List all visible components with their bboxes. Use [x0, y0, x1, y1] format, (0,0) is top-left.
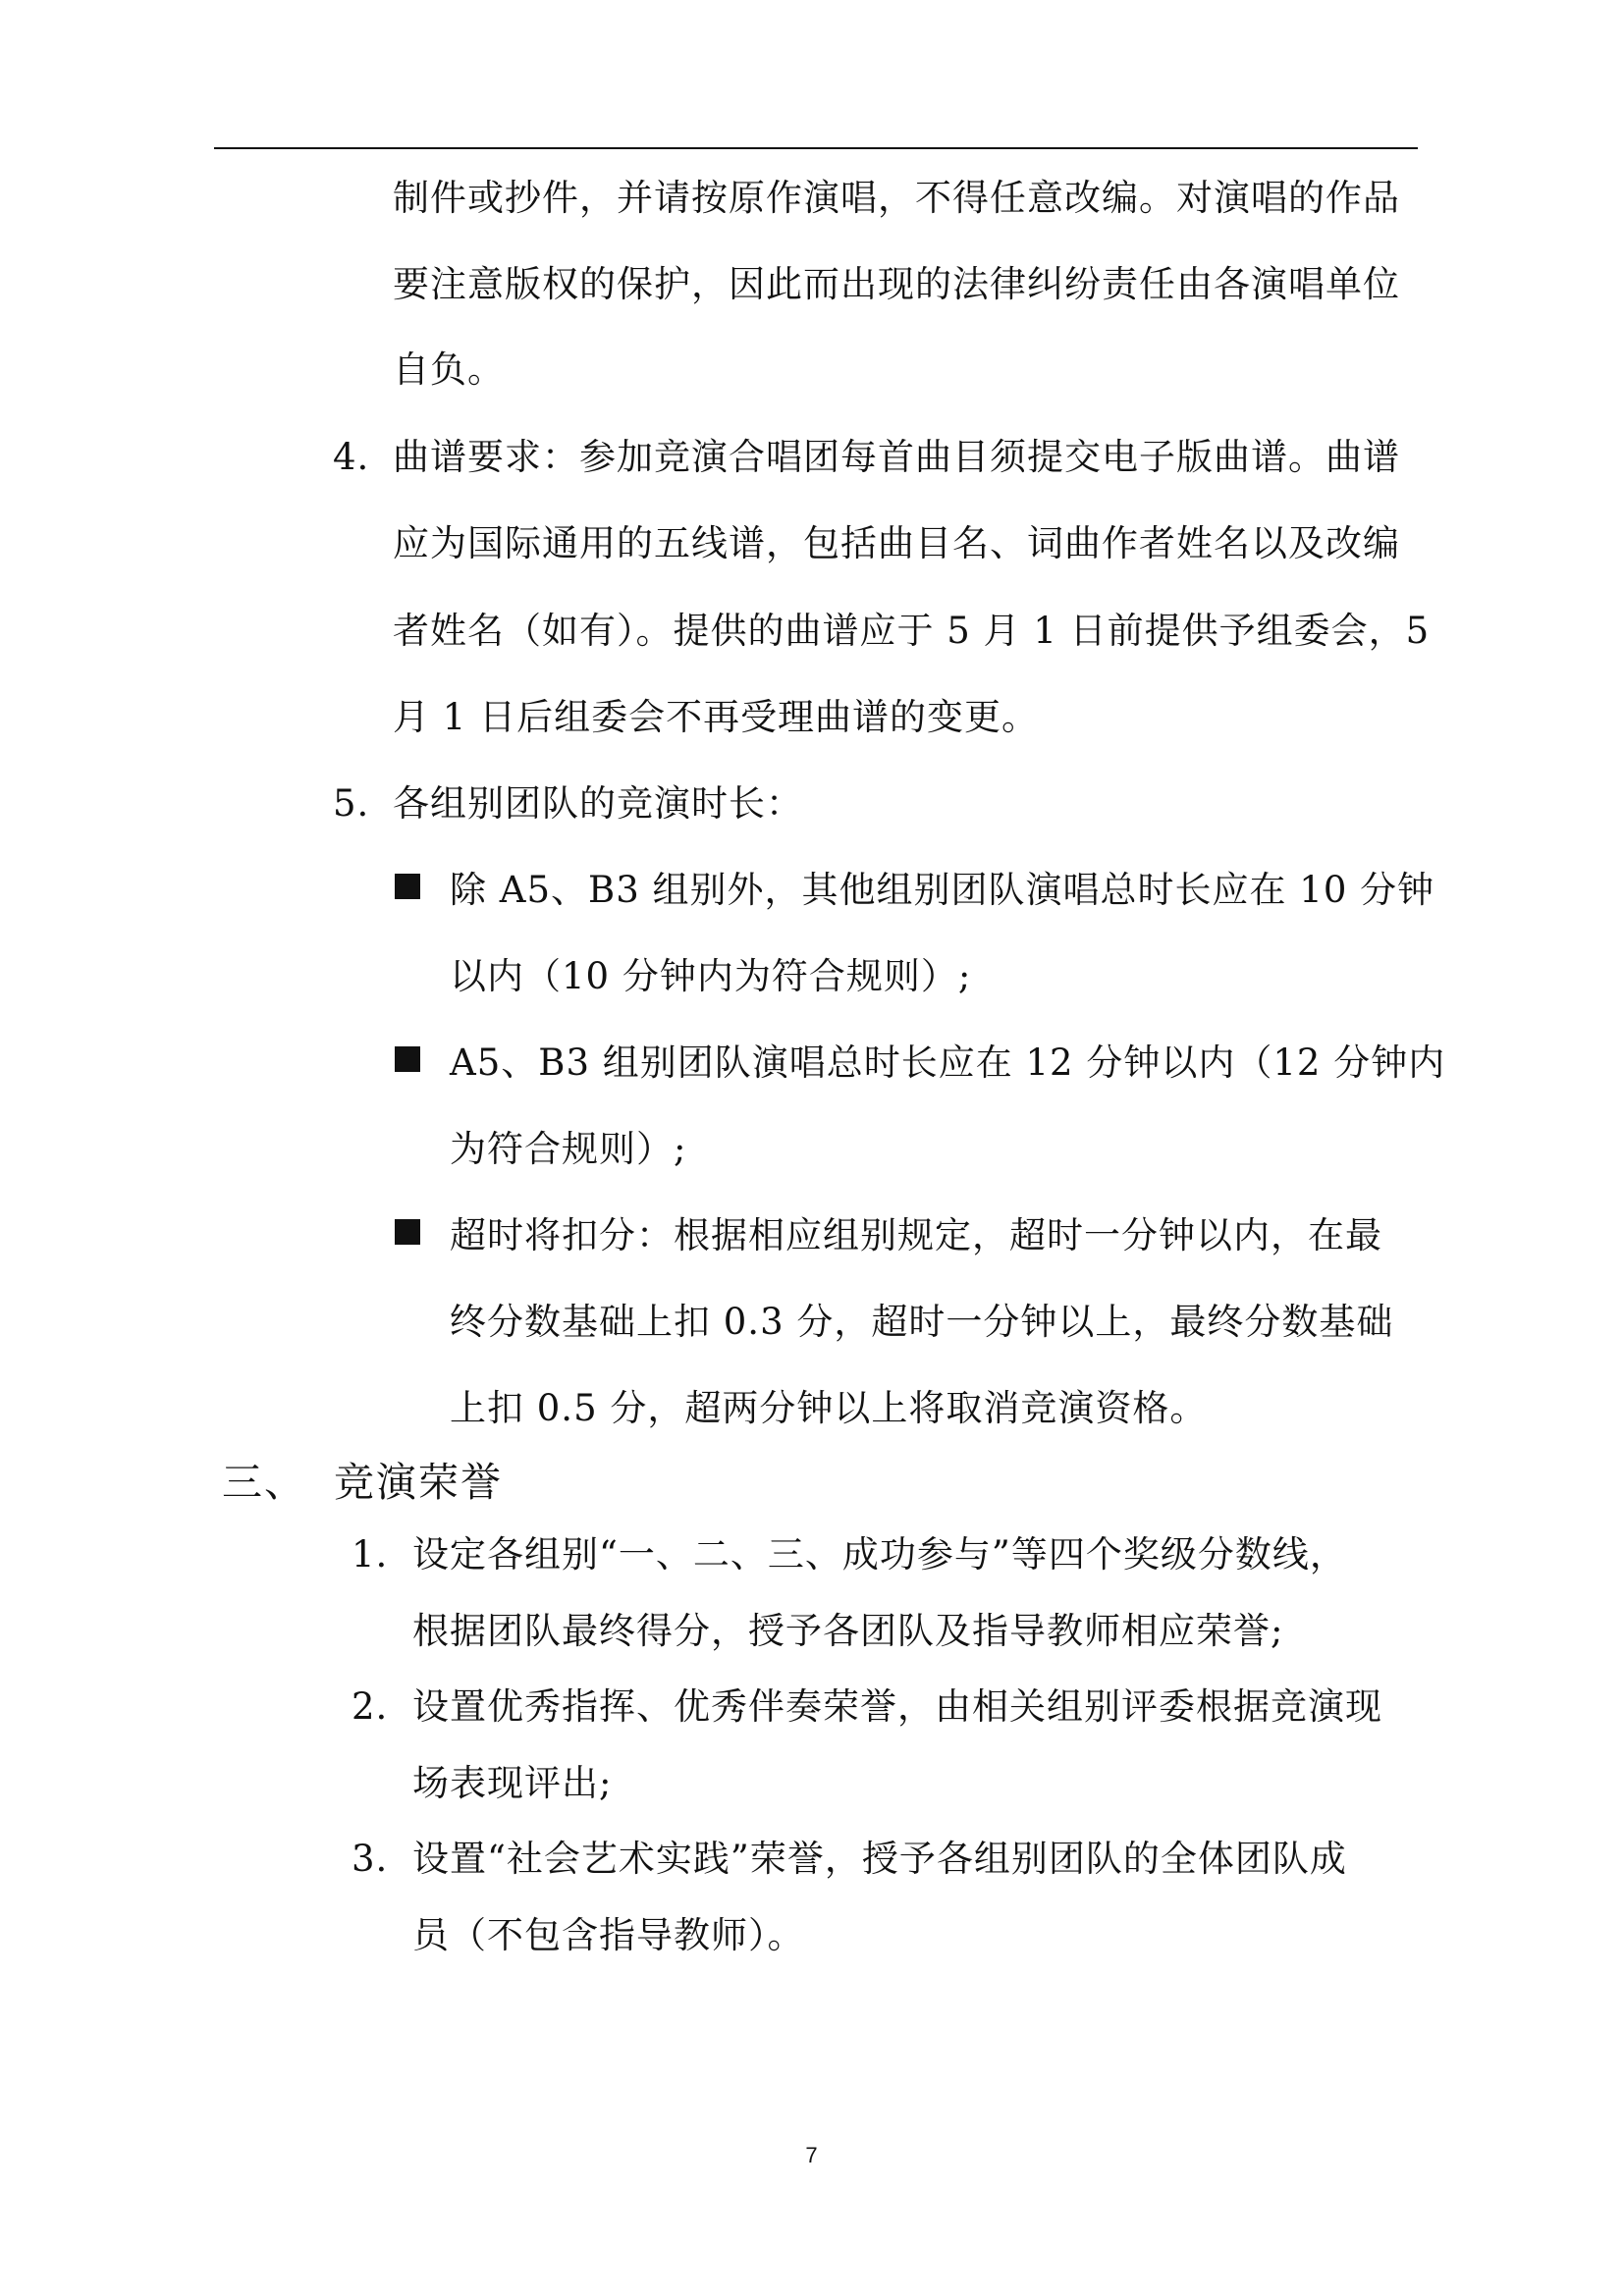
section-3-item-2-line-1: 设置优秀指挥、优秀伴奏荣誉，由相关组别评委根据竞演现 [412, 1685, 1382, 1728]
section-3-item-2-number: 2. [352, 1685, 389, 1728]
bullet-1-line-1: 除 A5、B3 组别外，其他组别团队演唱总时长应在 10 分钟 [450, 869, 1435, 911]
header-rule [214, 147, 1418, 149]
bullet-2-line-1: A5、B3 组别团队演唱总时长应在 12 分钟以内（12 分钟内 [450, 1041, 1446, 1084]
square-bullet-icon [395, 874, 420, 899]
item-4-line-4: 月 1 日后组委会不再受理曲谱的变更。 [393, 696, 1040, 738]
bullet-3-line-2: 终分数基础上扣 0.3 分，超时一分钟以上，最终分数基础 [450, 1301, 1394, 1343]
section-3-title: 竞演荣誉 [334, 1459, 503, 1506]
section-3-item-3-line-2: 员（不包含指导教师）。 [412, 1914, 805, 1956]
bullet-2-line-2: 为符合规则）; [450, 1128, 687, 1170]
item-4-line-2: 应为国际通用的五线谱，包括曲目名、词曲作者姓名以及改编 [393, 522, 1400, 564]
section-3-item-3-number: 3. [352, 1838, 389, 1880]
item-5-number: 5. [333, 782, 370, 825]
continued-paragraph-line-3: 自负。 [393, 348, 505, 391]
square-bullet-icon [395, 1046, 420, 1072]
bullet-3-line-3: 上扣 0.5 分，超两分钟以上将取消竞演资格。 [450, 1387, 1208, 1429]
bullet-3-line-1: 超时将扣分：根据相应组别规定，超时一分钟以内，在最 [450, 1214, 1382, 1256]
page-number: 7 [805, 2143, 818, 2167]
square-bullet-icon [395, 1219, 420, 1245]
bullet-1-line-2: 以内（10 分钟内为符合规则）; [450, 955, 972, 997]
section-3-item-1-line-1: 设定各组别“一、二、三、成功参与”等四个奖级分数线， [412, 1533, 1347, 1575]
continued-paragraph-line-1: 制件或抄件，并请按原作演唱，不得任意改编。对演唱的作品 [393, 177, 1400, 219]
section-3-item-3-line-1: 设置“社会艺术实践”荣誉，授予各组别团队的全体团队成 [412, 1838, 1347, 1880]
section-3-item-2-line-2: 场表现评出; [412, 1762, 613, 1804]
section-3-item-1-line-2: 根据团队最终得分，授予各团队及指导教师相应荣誉; [412, 1610, 1284, 1652]
item-4-number: 4. [333, 436, 370, 478]
item-5-label: 各组别团队的竞演时长： [393, 782, 803, 825]
continued-paragraph-line-2: 要注意版权的保护，因此而出现的法律纠纷责任由各演唱单位 [393, 263, 1400, 305]
item-4-line-3: 者姓名（如有）。提供的曲谱应于 5 月 1 日前提供予组委会，5 [393, 610, 1431, 652]
section-3-item-1-number: 1. [352, 1533, 389, 1575]
section-3-number: 三、 [222, 1459, 306, 1506]
item-4-line-1: 曲谱要求：参加竞演合唱团每首曲目须提交电子版曲谱。曲谱 [393, 436, 1400, 478]
